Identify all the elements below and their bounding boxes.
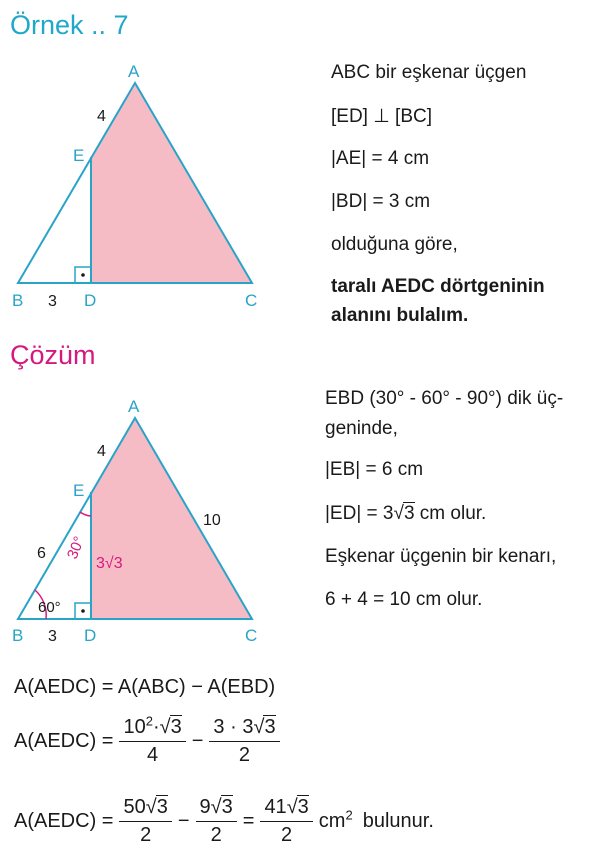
num-rad: 3 (264, 716, 276, 738)
solution-line-ed (325, 503, 486, 525)
frac3-numerator: 41√3 (260, 796, 312, 822)
solution-line-3: |EB| = 6 cm (325, 459, 424, 480)
example-question-2: alanını bulalım. (331, 305, 469, 326)
shaded-region (91, 418, 252, 619)
num-exp: 2 (145, 713, 153, 729)
ed-root-sign: √ (393, 503, 404, 524)
num-dot: · (152, 716, 160, 738)
num-rad: 3 (221, 796, 233, 818)
shaded-region (91, 83, 252, 283)
frac2-numerator: 3 · 3√3 (209, 716, 279, 742)
formula-3-lhs: A(AEDC) = (14, 810, 114, 832)
num-pre: 41 (264, 796, 287, 818)
example-line-3: |AE| = 4 cm (331, 148, 430, 169)
label-angle-e: 30° (63, 534, 89, 562)
num-pre: 3 · 3 (213, 716, 254, 738)
num-pre: 50 (123, 796, 146, 818)
frac2-denominator: 2 (210, 824, 222, 846)
num-rad: 3 (297, 796, 309, 818)
example-figure (0, 55, 300, 315)
formula-1: A(AEDC) = A(ABC) − A(EBD) (14, 676, 276, 698)
label-D: D (84, 626, 97, 645)
example-line-4: |BD| = 3 cm (331, 191, 431, 212)
solution-line-5: 6 + 4 = 10 cm olur. (325, 589, 483, 610)
label-bd: 3 (48, 628, 57, 645)
label-angle-b: 60° (38, 599, 61, 616)
formula-2-frac2 (209, 716, 279, 767)
label-ac: 10 (203, 512, 221, 529)
label-D: D (84, 291, 97, 310)
right-angle-dot (81, 273, 85, 277)
formula-3-tail: bulunur. (362, 810, 434, 832)
formula-3-unit (318, 807, 353, 833)
formula-2-frac1 (119, 713, 185, 767)
formula-3-frac1 (119, 796, 171, 847)
example-line-2: [ED] ⊥ [BC] (331, 106, 433, 127)
formula-3-frac2 (196, 796, 237, 847)
unit-exp: 2 (345, 807, 353, 823)
frac1-numerator: 50√3 (119, 796, 171, 822)
label-C: C (245, 626, 258, 645)
num-pre: 9 (199, 796, 211, 818)
label-E: E (73, 146, 85, 165)
solution-line-1: EBD (30° - 60° - 90°) dik üç- (325, 388, 564, 409)
label-A: A (128, 62, 140, 81)
formula-2 (14, 713, 282, 767)
label-ed-root-sign: √ (104, 555, 114, 572)
label-eb: 6 (37, 545, 46, 562)
frac1-numerator: $10^2\cdot√3$ (119, 716, 185, 742)
label-A: A (128, 397, 140, 416)
example-line-1: ABC bir eşkenar üçgen (331, 62, 527, 83)
ed-root: 3 (403, 503, 415, 524)
frac2-denominator: 2 (238, 744, 251, 766)
label-bd: 3 (48, 293, 57, 310)
solution-title: Çözüm (10, 340, 96, 370)
right-angle-dot (81, 609, 85, 613)
label-ae: 4 (97, 108, 106, 125)
example-title: Örnek .. 7 (10, 10, 129, 40)
solution-line-4: Eşkenar üçgenin bir kenarı, (325, 546, 557, 567)
label-C: C (245, 291, 258, 310)
label-ae: 4 (97, 443, 106, 460)
label-ed (96, 555, 123, 572)
solution-line-2: geninde, (325, 418, 398, 439)
ed-suffix: cm olur. (414, 503, 487, 524)
example-line-5: olduğuna göre, (331, 234, 458, 255)
frac1-denominator: 4 (147, 744, 159, 766)
solution-figure (0, 390, 300, 652)
num-rad: 3 (170, 716, 182, 738)
label-ed-root: 3 (113, 555, 123, 572)
label-B: B (12, 626, 24, 645)
formula-3-minus: − (177, 810, 190, 832)
frac3-denominator: 2 (281, 824, 293, 846)
angle-arc-e (80, 512, 91, 516)
formula-2-lhs: A(AEDC) = (14, 730, 114, 752)
formula-3-frac3 (260, 796, 312, 847)
formula-2-minus: − (191, 730, 204, 752)
label-E: E (73, 481, 85, 500)
frac2-numerator: 9√3 (196, 796, 237, 822)
frac1-denominator: 2 (140, 824, 152, 846)
example-question-1: taralı AEDC dörtgeninin (331, 276, 545, 297)
unit-base: cm (318, 810, 346, 832)
label-ed-coef: 3 (96, 555, 105, 572)
num-base: 10 (123, 716, 146, 738)
formula-3 (14, 796, 434, 847)
ed-prefix: |ED| = 3 (325, 503, 394, 524)
formula-3-eq: = (242, 810, 255, 832)
num-rad: 3 (156, 796, 168, 818)
label-B: B (12, 291, 24, 310)
